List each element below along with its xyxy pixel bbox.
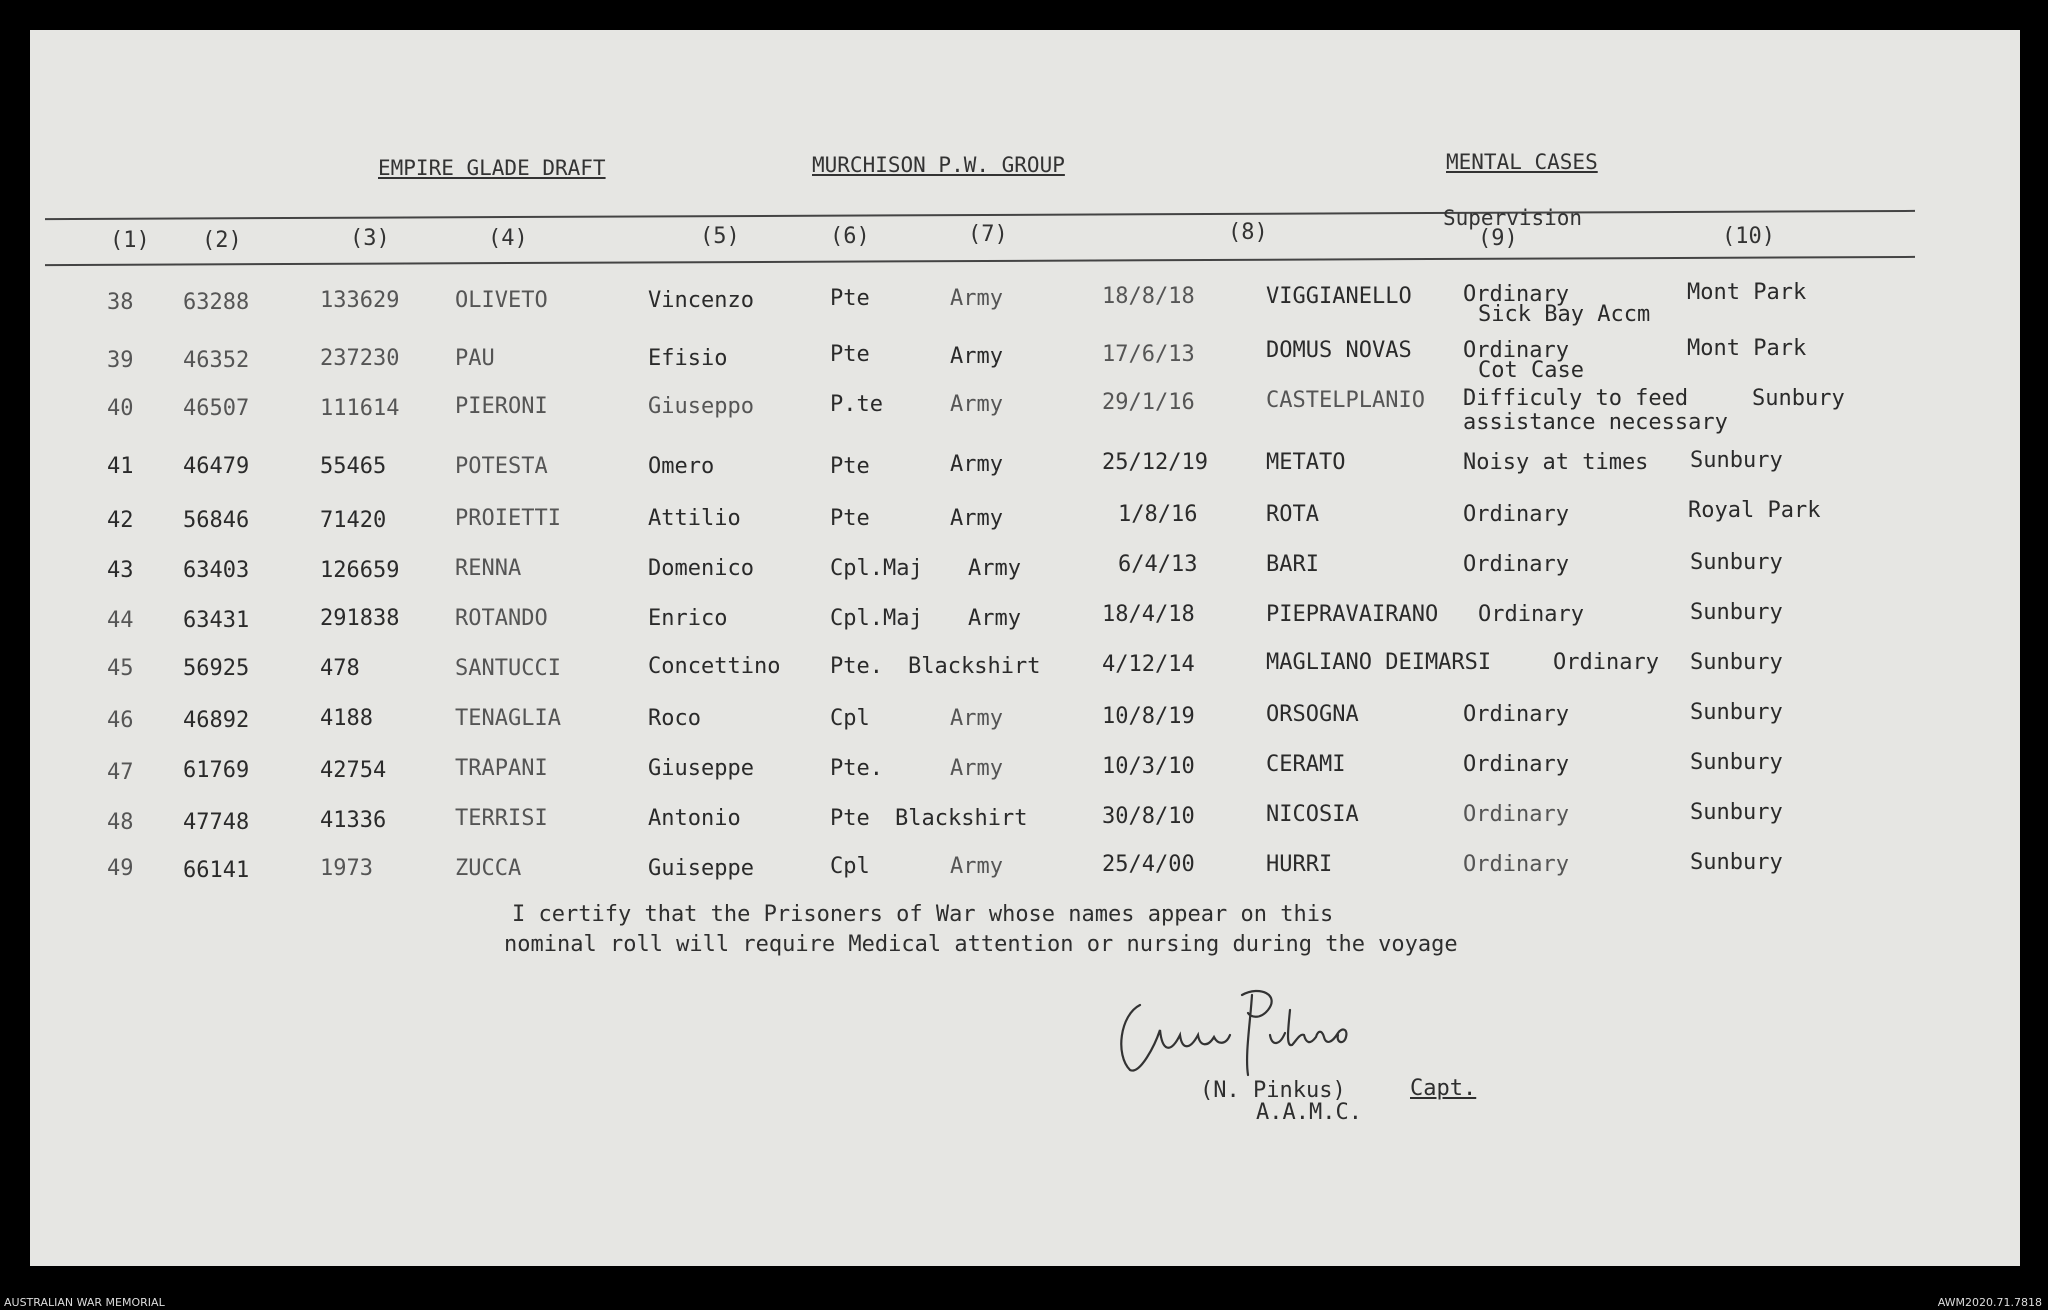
- date: 10/8/19: [1102, 704, 1195, 729]
- given-name: Efisio: [648, 346, 728, 371]
- col-10-header: (10): [1722, 224, 1775, 249]
- surname: SANTUCCI: [455, 656, 561, 681]
- row-number: 49: [107, 856, 134, 881]
- prisoner-number: 63403: [183, 558, 250, 583]
- supervision: Noisy at times: [1463, 450, 1649, 475]
- rank: P.te: [830, 392, 883, 417]
- date: 17/6/13: [1102, 342, 1195, 367]
- prisoner-number: 63431: [183, 608, 250, 633]
- rank: Cpl.Maj: [830, 556, 923, 581]
- given-name: Domenico: [648, 556, 754, 581]
- prisoner-number: 46507: [183, 396, 250, 421]
- rank: Pte.: [830, 654, 883, 679]
- service: Blackshirt: [895, 806, 1028, 831]
- given-name: Vincenzo: [648, 288, 754, 313]
- col-6-header: (6): [830, 224, 870, 249]
- service-number: 111614: [320, 396, 400, 421]
- service: Army: [968, 556, 1021, 581]
- date: 6/4/13: [1118, 552, 1198, 577]
- given-name: Attilio: [648, 506, 741, 531]
- given-name: Roco: [648, 706, 701, 731]
- service: Army: [950, 452, 1003, 477]
- service: Army: [950, 854, 1003, 879]
- header-category: MENTAL CASES: [1446, 150, 1598, 174]
- date: 18/4/18: [1102, 602, 1195, 627]
- prisoner-number: 46892: [183, 708, 250, 733]
- destination: Sunbury: [1690, 550, 1783, 575]
- prisoner-number: 61769: [183, 758, 250, 783]
- place: ROTA: [1266, 502, 1319, 527]
- row-number: 48: [107, 810, 134, 835]
- footer-reference: AWM2020.71.7818: [1937, 1296, 2042, 1309]
- place: BARI: [1266, 552, 1319, 577]
- destination: Sunbury: [1690, 448, 1783, 473]
- given-name: Concettino: [648, 654, 781, 679]
- header-group: MURCHISON P.W. GROUP: [812, 153, 1065, 177]
- destination: Sunbury: [1690, 600, 1783, 625]
- supervision: Ordinary: [1553, 650, 1659, 675]
- given-name: Giuseppe: [648, 756, 754, 781]
- given-name: Giuseppo: [648, 394, 754, 419]
- prisoner-number: 63288: [183, 290, 250, 315]
- service-number: 4188: [320, 706, 373, 731]
- date: 30/8/10: [1102, 804, 1195, 829]
- given-name: Enrico: [648, 606, 728, 631]
- place: VIGGIANELLO: [1266, 284, 1412, 309]
- place: ORSOGNA: [1266, 702, 1359, 727]
- rank: Cpl: [830, 706, 870, 731]
- supervision: Ordinary: [1463, 552, 1569, 577]
- given-name: Antonio: [648, 806, 741, 831]
- signatory-rank: Capt.: [1410, 1076, 1477, 1101]
- header-draft: EMPIRE GLADE DRAFT: [378, 156, 606, 180]
- destination: Sunbury: [1690, 700, 1783, 725]
- supervision-note: assistance necessary: [1463, 410, 1728, 435]
- row-number: 45: [107, 656, 134, 681]
- col-7-header: (7): [968, 222, 1008, 247]
- destination: Royal Park: [1688, 498, 1821, 523]
- supervision: Difficuly to feed: [1463, 386, 1689, 411]
- row-number: 41: [107, 454, 134, 479]
- prisoner-number: 56846: [183, 508, 250, 533]
- surname: PROIETTI: [455, 506, 561, 531]
- supervision: Ordinary: [1478, 602, 1584, 627]
- date: 25/12/19: [1102, 450, 1208, 475]
- row-number: 38: [107, 290, 134, 315]
- supervision: Ordinary: [1463, 852, 1569, 877]
- supervision: Ordinary: [1463, 338, 1569, 363]
- signatory-name: (N. Pinkus): [1200, 1078, 1346, 1103]
- place: METATO: [1266, 450, 1346, 475]
- surname: PAU: [455, 346, 495, 371]
- surname: TRAPANI: [455, 756, 548, 781]
- rank: Cpl.Maj: [830, 606, 923, 631]
- col-1-header: (1): [110, 228, 150, 253]
- service-number: 133629: [320, 288, 400, 313]
- service: Army: [950, 392, 1003, 417]
- service-number: 126659: [320, 558, 400, 583]
- place: CERAMI: [1266, 752, 1346, 777]
- col-8-header: (8): [1228, 220, 1268, 245]
- place: HURRI: [1266, 852, 1333, 877]
- date: 1/8/16: [1118, 502, 1198, 527]
- row-number: 47: [107, 760, 134, 785]
- prisoner-number: 46479: [183, 454, 250, 479]
- row-number: 43: [107, 558, 134, 583]
- given-name: Guiseppe: [648, 856, 754, 881]
- col-9-header: (9): [1478, 226, 1518, 251]
- surname: TERRISI: [455, 806, 548, 831]
- destination: Sunbury: [1690, 800, 1783, 825]
- service-number: 55465: [320, 454, 387, 479]
- certification-line-1: I certify that the Prisoners of War whose names appear on this: [512, 902, 1334, 927]
- supervision: Ordinary: [1463, 502, 1569, 527]
- supervision: Ordinary: [1463, 702, 1569, 727]
- col-2-header: (2): [202, 228, 242, 253]
- row-number: 44: [107, 608, 134, 633]
- destination: Sunbury: [1690, 650, 1783, 675]
- date: 4/12/14: [1102, 652, 1195, 677]
- place: DOMUS NOVAS: [1266, 338, 1412, 363]
- service: Army: [950, 706, 1003, 731]
- place: NICOSIA: [1266, 802, 1359, 827]
- certification-line-2: nominal roll will require Medical attention or nursing during the voyage: [504, 932, 1458, 957]
- service: Army: [950, 756, 1003, 781]
- rank: Pte: [830, 506, 870, 531]
- prisoner-number: 46352: [183, 348, 250, 373]
- prisoner-number: 47748: [183, 810, 250, 835]
- footer-archive: AUSTRALIAN WAR MEMORIAL: [4, 1296, 165, 1309]
- handwritten-signature: [1110, 975, 1390, 1085]
- service-number: 291838: [320, 606, 400, 631]
- surname: POTESTA: [455, 454, 548, 479]
- service: Army: [968, 606, 1021, 631]
- service-number: 42754: [320, 758, 387, 783]
- supervision-note: Cot Case: [1478, 358, 1584, 383]
- rank: Cpl: [830, 854, 870, 879]
- place: PIEPRAVAIRANO: [1266, 602, 1439, 627]
- given-name: Omero: [648, 454, 715, 479]
- col-3-header: (3): [350, 226, 390, 251]
- surname: RENNA: [455, 556, 522, 581]
- surname: PIERONI: [455, 394, 548, 419]
- rank: Pte.: [830, 756, 883, 781]
- service-number: 478: [320, 656, 360, 681]
- destination: Mont Park: [1687, 336, 1807, 361]
- row-number: 46: [107, 708, 134, 733]
- date: 18/8/18: [1102, 284, 1195, 309]
- supervision-note: Sick Bay Accm: [1478, 302, 1651, 327]
- supervision: Ordinary: [1463, 752, 1569, 777]
- date: 25/4/00: [1102, 852, 1195, 877]
- rank: Pte: [830, 342, 870, 367]
- rank: Pte: [830, 806, 870, 831]
- destination: Sunbury: [1752, 386, 1845, 411]
- signatory-unit: A.A.M.C.: [1256, 1100, 1362, 1125]
- rank: Pte: [830, 454, 870, 479]
- service-number: 71420: [320, 508, 387, 533]
- surname: OLIVETO: [455, 288, 548, 313]
- surname: ROTANDO: [455, 606, 548, 631]
- prisoner-number: 66141: [183, 858, 250, 883]
- surname: TENAGLIA: [455, 706, 561, 731]
- destination: Sunbury: [1690, 850, 1783, 875]
- col-4-header: (4): [488, 226, 528, 251]
- row-number: 39: [107, 348, 134, 373]
- destination: Mont Park: [1687, 280, 1807, 305]
- rank: Pte: [830, 286, 870, 311]
- prisoner-number: 56925: [183, 656, 250, 681]
- supervision: Ordinary: [1463, 282, 1569, 307]
- surname: ZUCCA: [455, 856, 522, 881]
- supervision-label: Supervision: [1443, 206, 1583, 230]
- row-number: 42: [107, 508, 134, 533]
- supervision: Ordinary: [1463, 802, 1569, 827]
- destination: Sunbury: [1690, 750, 1783, 775]
- place: MAGLIANO DEIMARSI: [1266, 650, 1492, 675]
- date: 10/3/10: [1102, 754, 1195, 779]
- service: Army: [950, 344, 1003, 369]
- row-number: 40: [107, 396, 134, 421]
- service: Blackshirt: [908, 654, 1041, 679]
- col-5-header: (5): [700, 224, 740, 249]
- place: CASTELPLANIO: [1266, 388, 1425, 413]
- service: Army: [950, 506, 1003, 531]
- service-number: 237230: [320, 346, 400, 371]
- service-number: 1973: [320, 856, 373, 881]
- service: Army: [950, 286, 1003, 311]
- date: 29/1/16: [1102, 390, 1195, 415]
- service-number: 41336: [320, 808, 387, 833]
